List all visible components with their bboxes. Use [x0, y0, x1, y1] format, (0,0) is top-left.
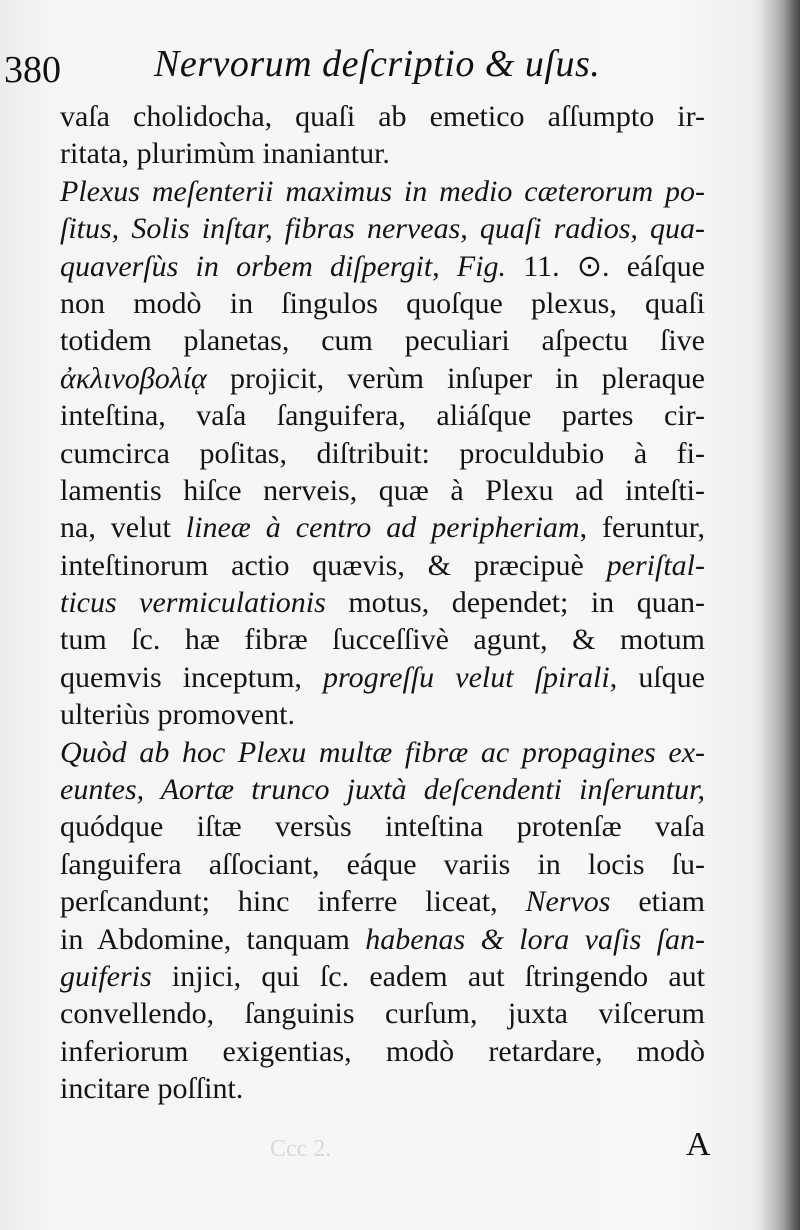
italic-text: Quòd ab hoc Plexu multæ fibræ ac propagines ex-	[60, 735, 705, 769]
text-line	[60, 846, 705, 883]
text-line	[60, 248, 705, 285]
text-segment: tum ſc. hæ fibræ ſucceſſivè agunt, & motum	[60, 623, 705, 657]
text-segment: , uſque	[609, 660, 705, 694]
text-line	[60, 210, 705, 247]
text-segment: , feruntur,	[579, 511, 705, 545]
text-segment: 11. ⊙. eáſque	[523, 249, 705, 283]
text-line	[60, 547, 705, 584]
text-line	[60, 322, 705, 359]
text-segment: perſcandunt; hinc inferre liceat,	[60, 885, 526, 919]
text-line	[60, 135, 705, 172]
text-line	[60, 360, 705, 397]
text-segment: totidem planetas, cum peculiari aſpectu ſive	[60, 324, 705, 358]
text-segment: na, velut	[60, 511, 186, 545]
italic-text: euntes, Aortæ trunco juxtà deſcendenti inſeruntur,	[60, 773, 705, 807]
text-segment: inferiorum exigentias, modò retardare, modò	[60, 1034, 705, 1068]
italic-text: Nervos	[525, 885, 611, 919]
italic-text: periſtal-	[606, 548, 705, 582]
italic-text: lineæ à centro ad peripheriam	[185, 511, 580, 545]
text-segment: incitare poſſint.	[60, 1072, 244, 1106]
italic-text: ticus vermiculationis	[60, 586, 326, 620]
text-segment: motus, dependet; in quan-	[325, 586, 706, 620]
italic-text: quaverſùs in orbem diſpergit, Fig.	[60, 249, 524, 283]
body-text	[60, 98, 705, 1108]
text-segment: convellendo, ſanguinis curſum, juxta viſcerum	[60, 997, 705, 1031]
text-line	[60, 584, 705, 621]
text-segment: injici, qui ſc. eadem aut ſtringendo aut	[151, 959, 705, 993]
italic-text: ſitus, Solis inſtar, fibras nerveas, quaſi radios, qua-	[60, 212, 705, 246]
text-line	[60, 995, 705, 1032]
text-segment: etiam	[610, 885, 705, 919]
text-line	[60, 621, 705, 658]
text-line	[60, 173, 705, 210]
text-segment: projicit, verùm inſuper in pleraque	[206, 361, 705, 395]
page-number: 380	[4, 49, 61, 91]
text-segment: inteſtinorum actio quævis, & præcipuè	[60, 548, 607, 582]
text-segment: lamentis hiſce nerveis, quæ à Plexu ad inteſti-	[60, 473, 705, 507]
text-line	[60, 472, 705, 509]
text-segment: ulteriùs promovent.	[60, 698, 295, 732]
text-segment: ſanguifera aſſociant, eáque variis in locis ſu-	[60, 847, 705, 881]
text-line	[60, 1033, 705, 1070]
text-segment: inteſtina, vaſa ſanguifera, aliáſque partes cir-	[60, 399, 705, 433]
text-line	[60, 808, 705, 845]
text-line	[60, 435, 705, 472]
text-line	[60, 397, 705, 434]
footer-catchword: Ccc 2.	[270, 1136, 332, 1162]
text-segment: quódque iſtæ versùs inteſtina protenſæ vaſa	[60, 810, 705, 844]
text-line	[60, 883, 705, 920]
text-line	[60, 1070, 705, 1107]
text-segment: ritata, plurimùm inaniantur.	[60, 137, 390, 171]
text-segment: in Abdomine, tanquam	[60, 922, 366, 956]
italic-text: habenas & lora vaſis ſan-	[365, 922, 705, 956]
italic-text: progreſſu velut ſpirali	[323, 660, 610, 694]
text-line	[60, 734, 705, 771]
text-segment: quemvis inceptum,	[60, 660, 324, 694]
page-gutter-shadow	[760, 0, 800, 1230]
text-line	[60, 958, 705, 995]
text-segment: vaſa cholidocha, quaſi ab emetico aſſumpto ir-	[60, 100, 705, 133]
italic-text: guiferis	[60, 959, 152, 993]
text-line	[60, 696, 705, 733]
running-title: Nervorum deſcriptio & uſus.	[154, 43, 601, 85]
text-line	[60, 659, 705, 696]
page-header	[4, 42, 724, 92]
text-line	[60, 771, 705, 808]
italic-text: Plexus meſenterii maximus in medio cæterorum po-	[60, 174, 705, 208]
text-line	[60, 98, 705, 135]
italic-text: ἀκλινοβολίᾳ	[60, 361, 207, 395]
text-segment: cumcirca poſitas, diſtribuit: proculdubio à fi-	[60, 436, 705, 470]
signature-mark: A	[686, 1126, 711, 1163]
text-segment: non modò in ſingulos quoſque plexus, quaſi	[60, 286, 705, 320]
text-line	[60, 921, 705, 958]
text-line	[60, 285, 705, 322]
text-line	[60, 509, 705, 546]
